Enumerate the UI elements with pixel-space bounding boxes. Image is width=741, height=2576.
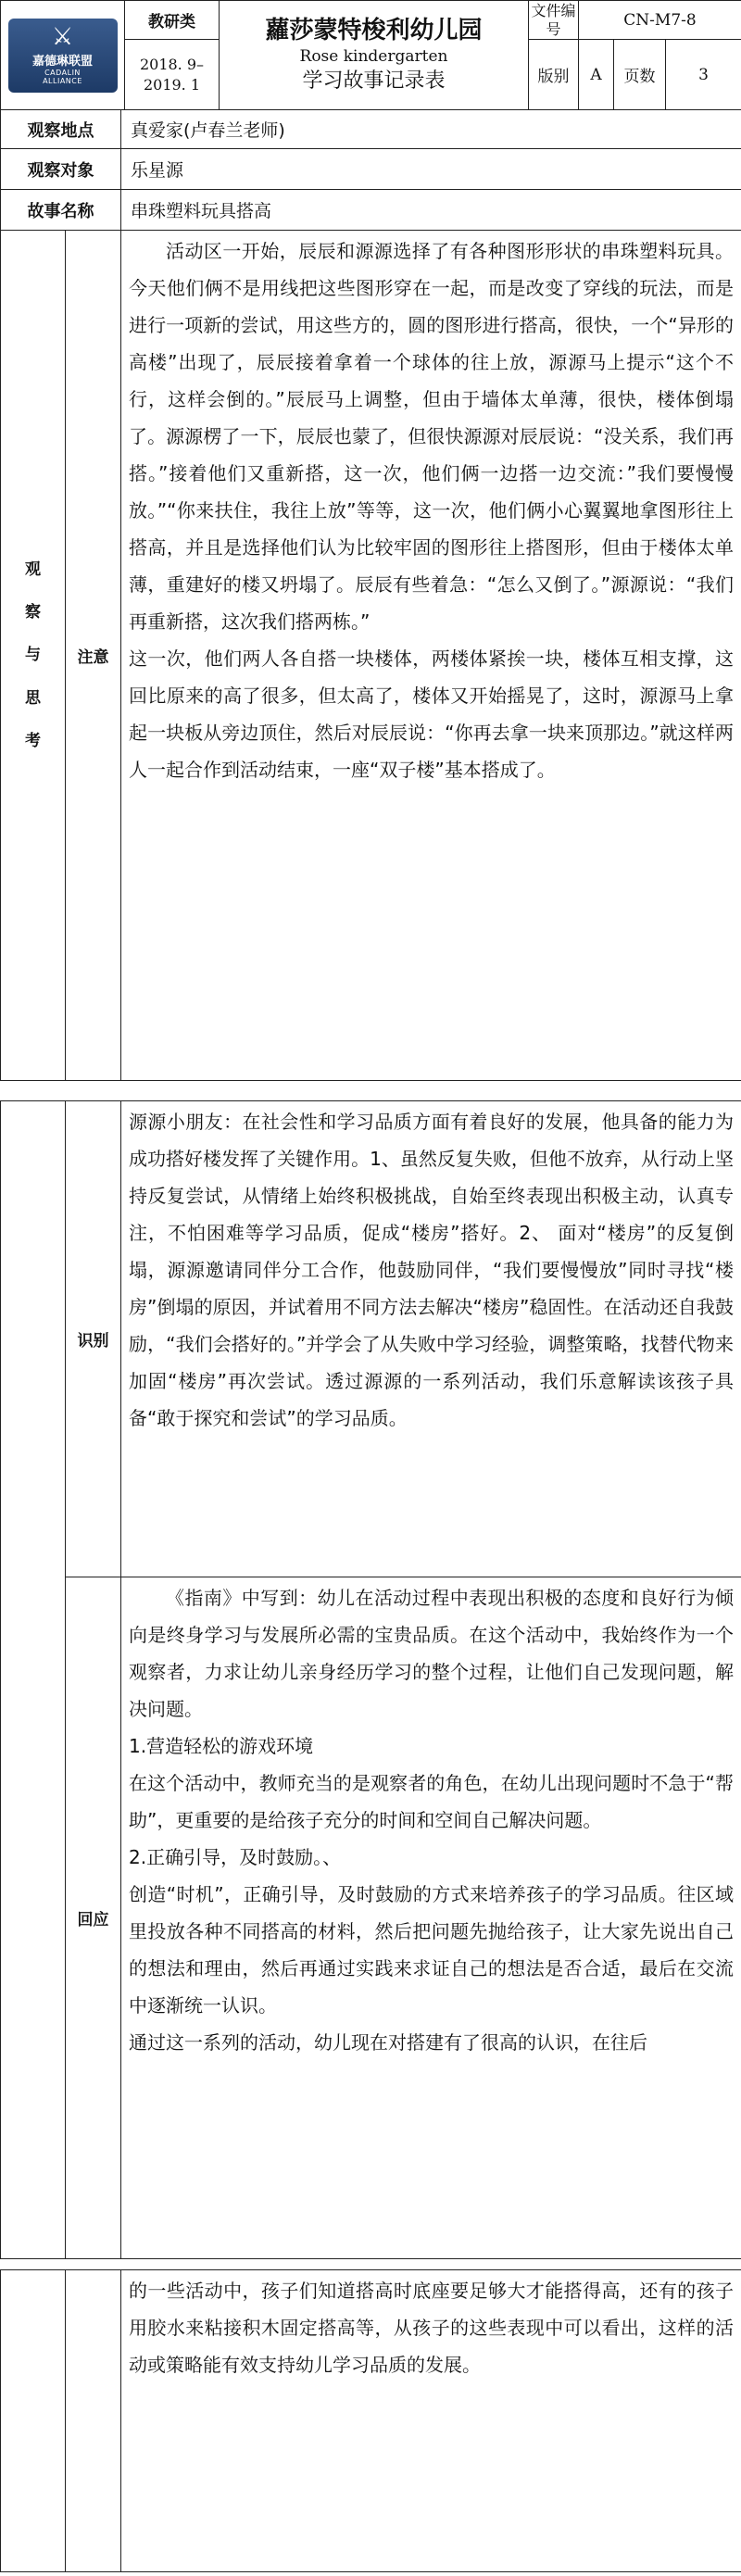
story-label: 故事名称 (1, 190, 121, 231)
story-value: 串珠塑料玩具搭高 (121, 190, 741, 231)
respond-paragraph: 通过这一系列的活动，幼儿现在对搭建有了很高的认识，在往后 (129, 2031, 647, 2054)
header-table (0, 0, 741, 110)
alliance-logo (8, 19, 118, 93)
respond-paragraph: 在这个活动中，教师充当的是观察者的角色，在幼儿出现问题时不急于“帮助”，更重要的是给孩子充分的时间和空间自己解决问题。 (129, 1772, 734, 1831)
location-value: 真爱家(卢春兰老师) (121, 110, 741, 149)
respond-paragraph: 创造“时机”，正确引导，及时鼓励的方式来培养孩子的学习品质。往区域里投放各种不同搭高的材料，然后把问题先抛给孩子，让大家先说出自己的想法和理由，然后再通过实践来求证自己的想法是否合适，最后在交流中逐渐统一认识。 (129, 1883, 734, 2017)
vertical-char: 思 (25, 688, 41, 708)
logo-cell (1, 1, 125, 110)
vertical-char: 与 (25, 646, 41, 665)
subject-value: 乐星源 (121, 149, 741, 190)
analysis-left-cell (1, 1101, 66, 2259)
vertical-char: 考 (25, 732, 41, 751)
category-label: 教研类 (125, 1, 220, 40)
crossed-keys-icon: ⚔ (51, 23, 74, 51)
location-label: 观察地点 (1, 110, 121, 149)
respond-heading: 2.正确引导，及时鼓励。、 (129, 1846, 342, 1868)
page-title: 蘿莎蒙特梭利幼儿园 (265, 16, 483, 44)
continuation-text: 的一些活动中，孩子们知道搭高时底座要足够大才能搭得高，还有的孩子用胶水来粘接积木固定搭高等，从孩子的这些表现中可以看出，这样的活动或策略能有效支持幼儿学习品质的发展。 (121, 2270, 741, 2572)
subject-label: 观察对象 (1, 149, 121, 190)
title-english: Rose kindergarten (299, 46, 448, 66)
period: 2018. 9–2019. 1 (125, 40, 220, 110)
continuation-left-cell (1, 2270, 66, 2572)
notice-paragraph: 这一次，他们两人各自搭一块楼体，两楼体紧挨一块，楼体互相支撑，这回比原来的高了很多，但太高了，楼体又开始摇晃了，这时，源源马上拿起一块板从旁边顶住，然后对辰辰说：“你再去拿一块来顶那边。”就这样两人一起合作到活动结束，一座“双子楼”基本搭成了。 (129, 647, 734, 781)
version: A (579, 40, 614, 110)
title-cell (220, 1, 529, 110)
pages: 3 (666, 40, 741, 110)
vertical-char: 察 (25, 602, 41, 622)
vertical-char: 观 (25, 559, 41, 579)
analysis-table (0, 1100, 741, 2259)
continuation-table (0, 2269, 741, 2572)
info-table (0, 109, 741, 1081)
respond-text (121, 1577, 741, 2259)
pages-label: 页数 (614, 40, 666, 110)
logo-english-1: CADALIN (44, 69, 81, 77)
notice-text (121, 231, 741, 1081)
version-label: 版别 (529, 40, 579, 110)
file-no: CN-M7-8 (579, 1, 741, 40)
notice-paragraph: 活动区一开始，辰辰和源源选择了有各种图形形状的串珠塑料玩具。今天他们俩不是用线把这些图形穿在一起，而是改变了穿线的玩法，而是进行一项新的尝试，用这些方的，圆的图形进行搭高，很快，一个“异形的高楼”出现了，辰辰接着拿着一个球体的往上放，源源马上提示“这个不行，这样会倒的。”辰辰马上调整，但由于墙体太单薄，很快，楼体倒塌了。源源楞了一下，辰辰也蒙了，但很快源源对辰辰说：“没关系，我们再搭。”接着他们又重新搭，这一次，他们俩一边搭一边交流：”我们要慢慢放。”“你来扶住，我往上放”等等，这一次，他们俩小心翼翼地拿图形往上搭高，并且是选择他们认为比较牢固的图形往上搭图形，但由于楼体太单薄，重建好的楼又坍塌了。辰辰有些着急：“怎么又倒了。”源源说：“我们再重新搭，这次我们搭两栋。” (129, 240, 734, 633)
respond-paragraph: 《指南》中写到：幼儿在活动过程中表现出积极的态度和良好行为倾向是终身学习与发展所必需的宝贵品质。在这个活动中，我始终作为一个观察者，力求让幼儿亲身经历学习的整个过程，让他们自己发现问题，解决问题。 (129, 1587, 734, 1720)
respond-heading: 1.营造轻松的游戏环境 (129, 1735, 314, 1757)
logo-english-2: ALLIANCE (43, 77, 82, 85)
logo-name: 嘉德琳联盟 (31, 55, 93, 69)
observe-section-label (1, 231, 66, 1081)
identify-text: 源源小朋友：在社会性和学习品质方面有着良好的发展，他具备的能力为成功搭好楼发挥了关键作用。1、虽然反复失败，但他不放弃，从行动上坚持反复尝试，从情绪上始终积极挑战，自始至终表现出积极主动，认真专注，不怕困难等学习品质，促成“楼房”搭好。2、 面对“楼房”的反复倒塌，源源邀请同伴分工合作，他鼓励同伴，“我们要慢慢放”同时寻找“楼房”倒塌的原因，并试着用不同方法去解决“楼房”稳固性。在活动还自我鼓励，“我们会搭好的。”并学会了从失败中学习经验，调整策略，找替代物来加固“楼房”再次尝试。透过源源的一系列活动，我们乐意解读该孩子具备“敢于探究和尝试”的学习品质。 (121, 1101, 741, 1577)
page-subtitle: 学习故事记录表 (302, 69, 446, 93)
notice-label: 注意 (66, 231, 121, 1081)
identify-label: 识别 (66, 1101, 121, 1577)
file-no-label: 文件编号 (529, 1, 579, 40)
respond-label: 回应 (66, 1577, 121, 2259)
continuation-label-cell (66, 2270, 121, 2572)
